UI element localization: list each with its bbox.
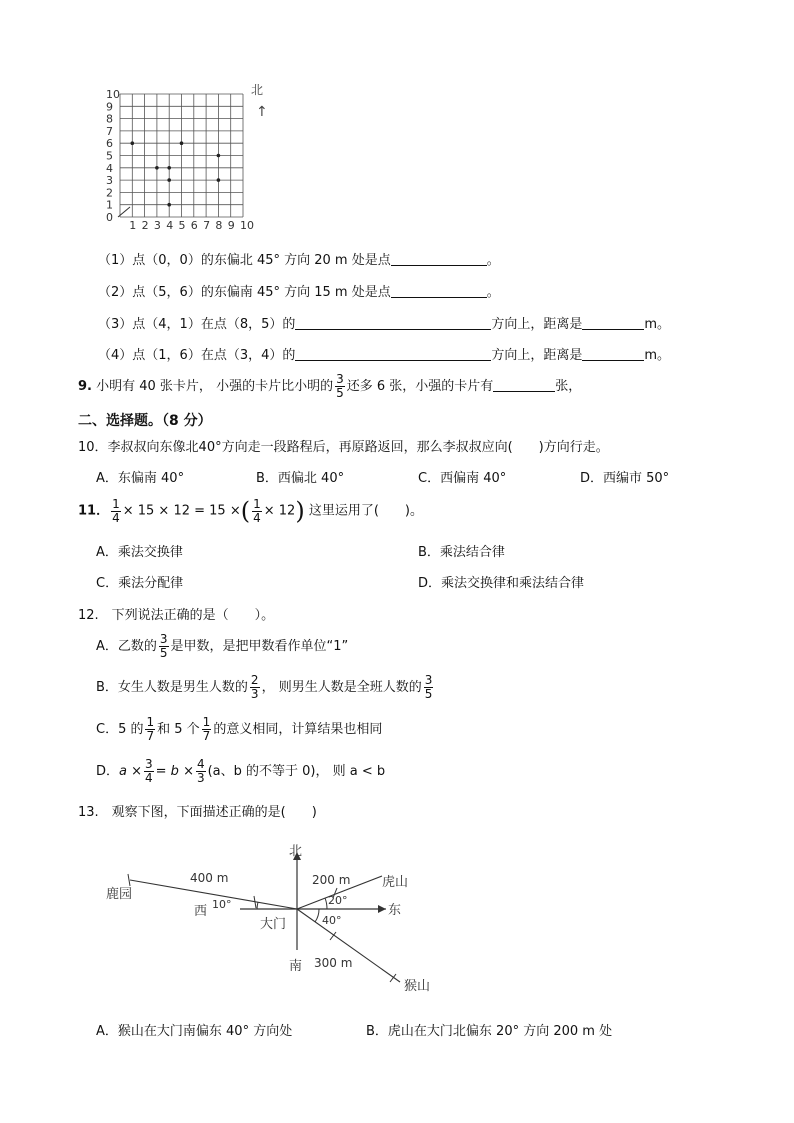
q12-stem: 12. 下列说法正确的是（ ）。 (78, 608, 275, 623)
map-monkey-hill-label: 猴山 (404, 979, 431, 994)
q8-3-distance-blank[interactable] (582, 315, 644, 330)
q12-option-c[interactable]: C．5 的 $\frac{1}{7}$ 和 5 个 $\frac{1}{7}$ 的意义相同，计算结果也相同 (96, 715, 383, 743)
q11-fraction-2: $\frac{1}{4}$ (253, 496, 261, 525)
grid-y-tick-label: 3 (106, 174, 113, 188)
grid-point (155, 166, 159, 170)
q9-text: 小明有 40 张卡片， 小强的卡片比小明的 (96, 379, 334, 394)
q13-option-a[interactable]: A．猴山在大门南偏东 40° 方向处 (96, 1024, 293, 1039)
grid-x-ticks (129, 219, 254, 230)
q10-option-d[interactable]: D．西编市 50° (580, 471, 670, 486)
map-angle-40: 40° (322, 914, 342, 927)
grid-x-tick-label: 4 (166, 219, 174, 230)
grid-x-tick-label: 6 (190, 219, 198, 230)
q11-option-b[interactable]: B．乘法结合律 (418, 545, 505, 560)
map-distance-200: 200 m (312, 873, 351, 887)
grid-y-tick-label: 7 (106, 124, 113, 138)
q11-option-c[interactable]: C．乘法分配律 (96, 576, 184, 591)
grid-point (167, 203, 171, 207)
q12-b-fraction-1: $\frac{2}{3}$ (250, 673, 259, 701)
grid-x-tick-label: 2 (141, 219, 149, 230)
grid-point (167, 178, 171, 182)
q8-2-end: 。 (486, 285, 500, 300)
q9-fraction: $\frac{3}{5}$ (336, 372, 344, 400)
q9-mid: 还多 6 张，小强的卡片有 (346, 379, 494, 394)
q8-4-end: m。 (644, 348, 671, 363)
q8-1-blank[interactable] (391, 251, 487, 266)
north-arrow-icon: ↑ (256, 104, 268, 120)
map-angle-20: 20° (328, 894, 348, 907)
grid-y-tick-label: 4 (106, 161, 113, 175)
grid-x-tick-label: 9 (227, 219, 235, 230)
q9-blank[interactable] (493, 377, 555, 392)
angle-arc-10 (257, 902, 258, 909)
map-south-label: 南 (289, 959, 303, 974)
q12-option-b[interactable]: B．女生人数是男生人数的 $\frac{2}{3}$ ， 则男生人数是全班人数的 $\frac{3}{5}$ (96, 673, 433, 701)
q11-option-d[interactable]: D．乘法交换律和乘法结合律 (418, 576, 585, 591)
q12-c-fraction-2: $\frac{1}{7}$ (202, 715, 211, 743)
q12-c-fraction-1: $\frac{1}{7}$ (146, 715, 155, 743)
grid-y-tick-label: 8 (106, 112, 113, 126)
grid-y-tick-label: 1 (106, 198, 113, 212)
q11-stem: 11． $\frac{1}{4}$ × 15 × 12 = 15 ×( $\frac{1}{4}$ × 12) 这里运用了( )。 (78, 496, 423, 525)
grid-y-tick-label: 6 (106, 137, 113, 151)
grid-y-tick-label: 5 (106, 149, 113, 163)
deer-ray-tick (128, 874, 130, 886)
q11-number: 11． (78, 503, 110, 519)
question-9 (78, 370, 581, 404)
q8-1-end: 。 (486, 253, 500, 268)
section-2-title: 二、选择题。（8 分） (78, 413, 212, 429)
q10-option-b[interactable]: B．西偏北 40° (256, 471, 345, 486)
grid-x-tick-label: 8 (215, 219, 223, 230)
q8-4-distance-blank[interactable] (582, 346, 644, 361)
q8-4-direction-blank[interactable] (295, 346, 491, 361)
map-gate-label: 大门 (260, 917, 287, 932)
q8-4-text: （4）点（1，6）在点（3，4）的 (98, 348, 296, 363)
q11-option-a[interactable]: A．乘法交换律 (96, 545, 183, 560)
grid-x-tick-label: 7 (203, 219, 211, 230)
grid-point (217, 154, 221, 158)
grid-y-tick-label: 2 (106, 186, 113, 200)
grid-points (131, 141, 221, 206)
q8-item-2 (98, 281, 500, 300)
grid-point (180, 141, 184, 145)
q9-end: 张， (555, 379, 582, 394)
grid-lines (120, 94, 243, 217)
q8-1-text: （1）点（0，0）的东偏北 45° 方向 20 m 处是点 (98, 253, 391, 268)
direction-map-figure (100, 840, 440, 1000)
map-distance-400: 400 m (190, 871, 229, 885)
q10-option-a[interactable]: A．东偏南 40° (96, 471, 185, 486)
map-tiger-hill-label: 虎山 (382, 875, 409, 890)
angle-arc-20 (325, 898, 327, 909)
q8-item-4 (98, 344, 670, 363)
q12-option-a[interactable]: A．乙数的 $\frac{3}{5}$ 是甲数，是把甲数看作单位“1” (96, 632, 349, 660)
grid-y-ticks (106, 88, 120, 224)
q12-d-fraction-1: $\frac{3}{4}$ (145, 757, 153, 785)
q11-fraction-1: $\frac{1}{4}$ (112, 496, 120, 525)
ray-to-monkey-hill (297, 909, 400, 982)
map-west-label: 西 (194, 904, 208, 919)
grid-point (217, 178, 221, 182)
map-angle-10: 10° (212, 898, 232, 911)
grid-x-tick-label: 3 (153, 219, 161, 230)
q10-option-c[interactable]: C．西偏南 40° (418, 471, 507, 486)
q12-b-fraction-2: $\frac{3}{5}$ (424, 673, 433, 701)
q12-option-d[interactable]: D．a × $\frac{3}{4}$ = b × $\frac{4}{3}$ (a、b 的不等于 0)， 则 a < b (96, 757, 386, 785)
angle-arc-40 (315, 909, 319, 922)
q8-item-3 (98, 313, 670, 332)
grid-x-tick-label: 5 (178, 219, 186, 230)
grid-x-tick-label: 10 (240, 219, 254, 230)
map-distance-300: 300 m (314, 956, 353, 970)
grid-point (131, 141, 135, 145)
grid-point (167, 166, 171, 170)
q13-option-b[interactable]: B．虎山在大门北偏东 20° 方向 200 m 处 (366, 1024, 613, 1039)
q9-number: 9. (78, 379, 92, 394)
q13-stem: 13. 观察下图，下面描述正确的是( ) (78, 805, 317, 820)
q11-tail: 这里运用了( )。 (308, 503, 423, 519)
q8-3-mid: 方向上，距离是 (491, 317, 583, 332)
q8-4-mid: 方向上，距离是 (491, 348, 583, 363)
q8-3-direction-blank[interactable] (295, 315, 491, 330)
q10-stem: 10．李叔叔向东像北40°方向走一段路程后，再原路返回，那么李叔叔应向( )方向行走。 (78, 440, 609, 455)
q11-expr-1: × 15 × 12 = 15 × (122, 503, 241, 519)
q8-2-text: （2）点（5，6）的东偏南 45° 方向 15 m 处是点 (98, 285, 391, 300)
grid-x-tick-label: 1 (129, 219, 137, 230)
map-deer-park-label: 鹿园 (106, 887, 133, 902)
grid-y-tick-label: 0 (106, 211, 113, 224)
grid-north-label: 北 (251, 83, 264, 97)
map-north-label: 北 (289, 844, 303, 859)
q8-2-blank[interactable] (391, 283, 487, 298)
grid-y-tick-label: 9 (106, 100, 113, 114)
map-east-label: 东 (388, 903, 402, 918)
q12-a-fraction: $\frac{3}{5}$ (159, 632, 168, 660)
q8-3-end: m。 (644, 317, 671, 332)
q12-d-fraction-2: $\frac{4}{3}$ (196, 757, 205, 785)
grid-y-tick-label: 10 (106, 88, 120, 101)
q8-item-1 (98, 249, 500, 268)
coordinate-grid-figure (96, 78, 276, 230)
east-arrow-icon (378, 905, 386, 913)
q8-3-text: （3）点（4，1）在点（8，5）的 (98, 317, 296, 332)
q11-expr-2: × 12 (263, 503, 296, 519)
